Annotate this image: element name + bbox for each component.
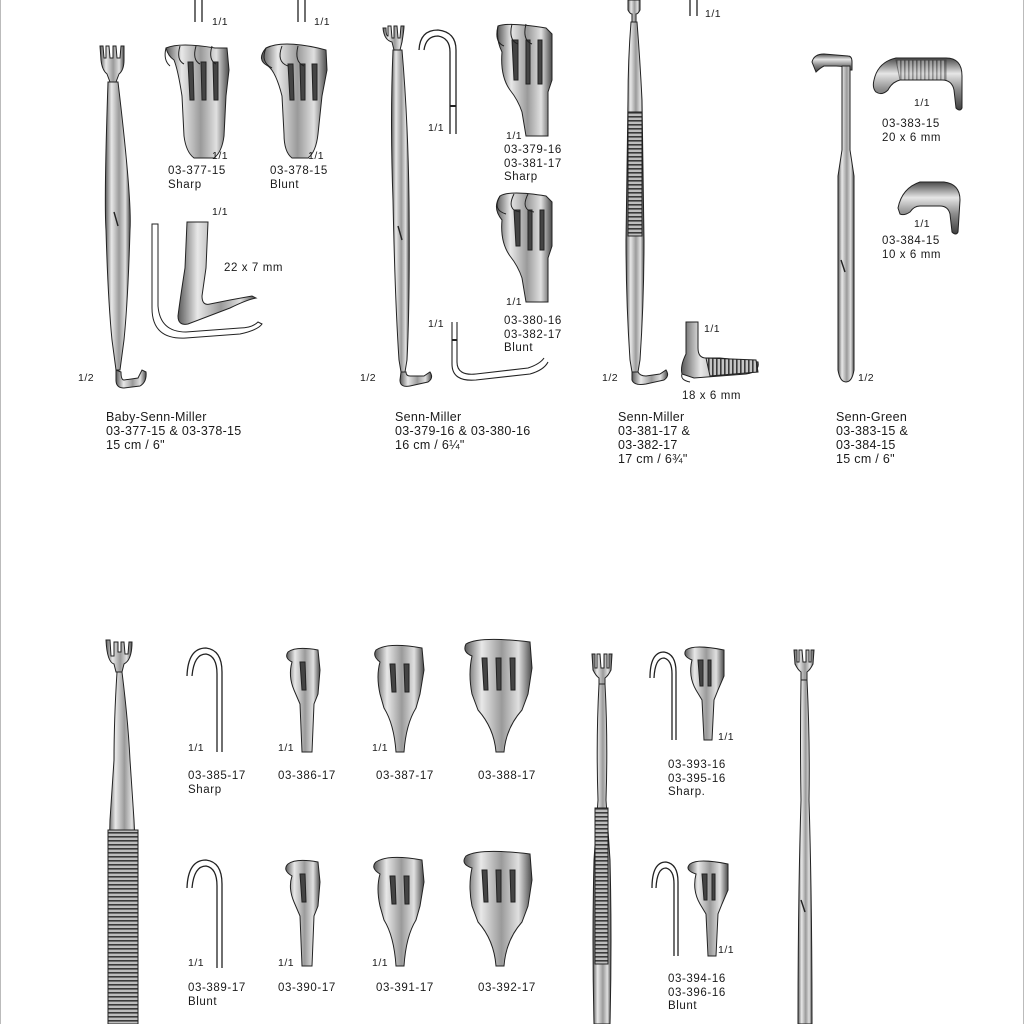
product-code-03-385-17: 03-385-17 Sharp xyxy=(188,770,246,796)
senn-miller-17-retractor xyxy=(626,0,668,385)
rake-03-391-17 xyxy=(374,857,424,966)
product-caption-baby-senn-miller: Baby-Senn-Miller 03-377-15 & 03-378-15 15 cm / 6" xyxy=(106,410,242,452)
rake-03-392-17 xyxy=(464,851,532,966)
scale-label: 1/1 xyxy=(718,944,735,956)
product-caption-senn-green: Senn-Green 03-383-15 & 03-384-15 15 cm / 6" xyxy=(836,410,909,466)
rake-03-390-17 xyxy=(286,860,320,966)
product-code-03-388-17: 03-388-17 xyxy=(478,770,536,782)
blade-dimension: 18 x 6 mm xyxy=(682,390,742,402)
scale-label: 1/1 xyxy=(372,957,389,969)
product-code-03-393-16: 03-393-16 03-395-16 Sharp. xyxy=(668,759,726,798)
product-code-sharp: 03-379-16 03-381-17 Sharp xyxy=(504,144,562,183)
scale-label: 1/2 xyxy=(858,372,875,384)
rake-03-387-17 xyxy=(375,645,424,752)
bottom-knurled-retractor xyxy=(106,640,138,1024)
detail-03-393-16 xyxy=(650,647,724,740)
bottom-right-retractor-a xyxy=(592,654,612,1024)
rake-03-386-17 xyxy=(287,648,320,752)
scale-label: 1/1 xyxy=(506,130,523,142)
product-code-03-389-17: 03-389-17 Blunt xyxy=(188,982,246,1008)
scale-label: 1/1 xyxy=(704,323,721,335)
scale-label: 1/1 xyxy=(914,218,931,230)
hook-03-385-17 xyxy=(187,648,222,752)
product-code-03-387-17: 03-387-17 xyxy=(376,770,434,782)
baby-senn-miller-detail-blunt xyxy=(261,44,327,158)
senn-miller-16-retractor xyxy=(383,26,432,386)
product-code-large: 03-383-15 20 x 6 mm xyxy=(882,118,942,144)
detail-03-394-16 xyxy=(652,861,728,956)
scale-label: 1/1 xyxy=(188,957,205,969)
product-code-small: 03-384-15 10 x 6 mm xyxy=(882,235,942,261)
scale-label: 1/1 xyxy=(308,150,325,162)
scale-label: 1/1 xyxy=(278,957,295,969)
scale-label: 1/1 xyxy=(278,742,295,754)
baby-senn-miller-detail-sharp xyxy=(165,45,229,158)
senn-miller-16-detail-sharp xyxy=(497,24,552,136)
bottom-right-retractor-b xyxy=(794,650,814,1024)
product-code-blunt: 03-378-15 Blunt xyxy=(270,165,328,191)
product-caption-senn-miller-17: Senn-Miller 03-381-17 & 03-382-17 17 cm / 6¾" xyxy=(618,410,691,466)
product-code-03-392-17: 03-392-17 xyxy=(478,982,536,994)
scale-label: 1/1 xyxy=(914,97,931,109)
senn-miller-16-hook xyxy=(419,30,456,134)
scale-label: 1/1 xyxy=(428,318,445,330)
rake-03-388-17 xyxy=(465,639,532,752)
scale-label: 1/1 xyxy=(188,742,205,754)
scale-label: 1/1 xyxy=(372,742,389,754)
scale-label: 1/1 xyxy=(718,731,735,743)
scale-label: 1/2 xyxy=(360,372,377,384)
blade-dimension: 22 x 7 mm xyxy=(224,262,284,274)
product-code-blunt: 03-380-16 03-382-17 Blunt xyxy=(504,315,562,354)
product-caption-senn-miller-16: Senn-Miller 03-379-16 & 03-380-16 16 cm / 6¼" xyxy=(395,410,531,452)
product-code-sharp: 03-377-15 Sharp xyxy=(168,165,226,191)
product-code-03-386-17: 03-386-17 xyxy=(278,770,336,782)
scale-label: 1/1 xyxy=(428,122,445,134)
scale-label: 1/1 xyxy=(506,296,523,308)
baby-senn-miller-detail-blade xyxy=(152,222,262,338)
scale-label: 1/2 xyxy=(602,372,619,384)
scale-label: 1/1 xyxy=(212,150,229,162)
product-code-03-390-17: 03-390-17 xyxy=(278,982,336,994)
senn-miller-16-detail-blunt xyxy=(496,193,552,302)
baby-senn-miller-retractor xyxy=(100,46,146,388)
product-code-03-394-16: 03-394-16 03-396-16 Blunt xyxy=(668,973,726,1012)
top-cutoff-stems xyxy=(195,0,697,22)
product-code-03-391-17: 03-391-17 xyxy=(376,982,434,994)
scale-label: 1/2 xyxy=(78,372,95,384)
hook-03-389-17 xyxy=(187,860,222,968)
scale-label: 1/1 xyxy=(212,16,229,28)
scale-label: 1/1 xyxy=(212,206,229,218)
scale-label: 1/1 xyxy=(314,16,331,28)
scale-label: 1/1 xyxy=(705,8,722,20)
senn-green-retractor xyxy=(812,54,854,382)
